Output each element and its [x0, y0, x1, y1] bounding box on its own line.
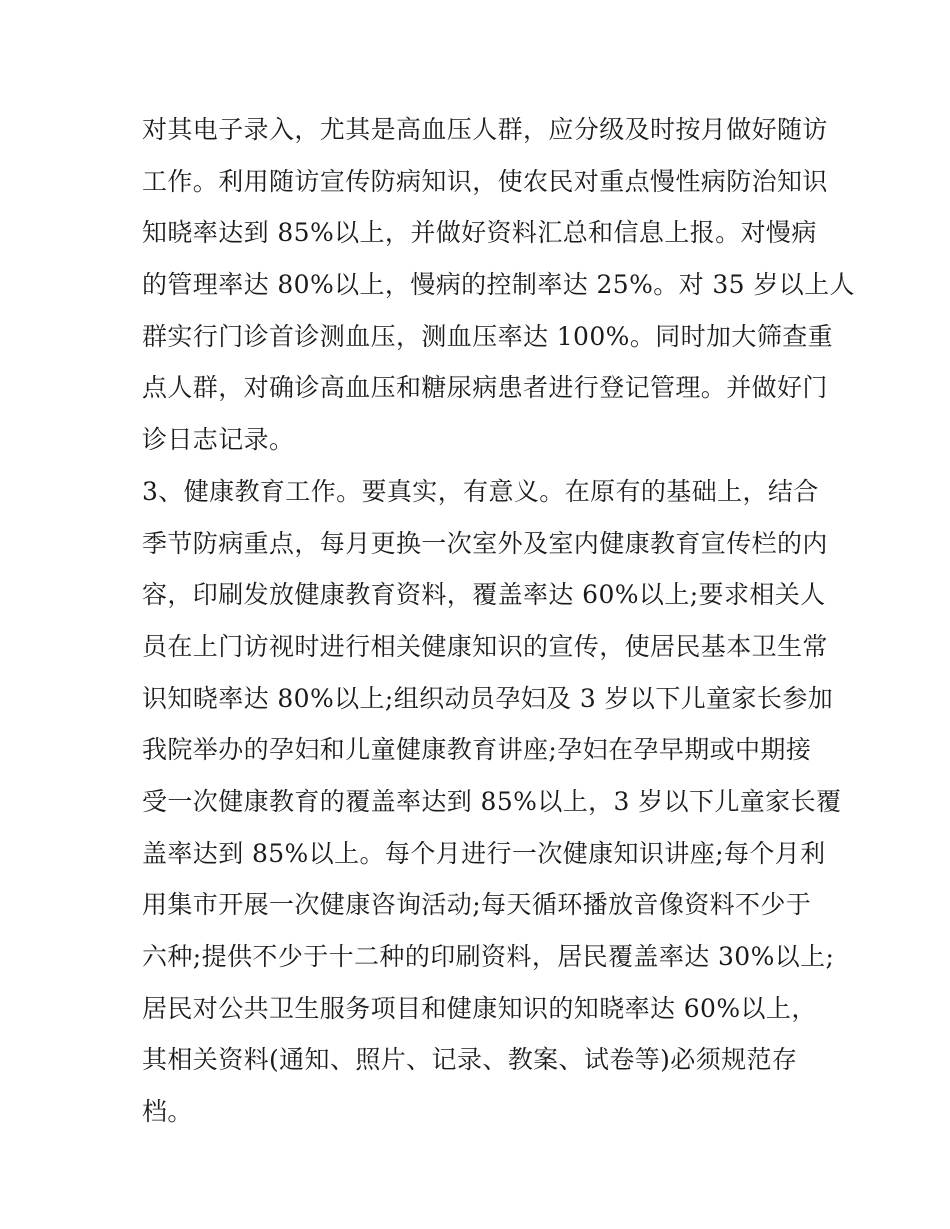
text-line: 知晓率达到 85%以上，并做好资料汇总和信息上报。对慢病 — [142, 218, 817, 248]
body-text — [142, 104, 855, 1138]
text-line: 员在上门访视时进行相关健康知识的宣传，使居民基本卫生常 — [142, 631, 828, 661]
text-line: 群实行门诊首诊测血压，测血压率达 100%。同时加大筛查重 — [142, 321, 834, 351]
text-line: 的管理率达 80%以上，慢病的控制率达 25%。对 35 岁以上人 — [142, 270, 855, 300]
text-line: 档。 — [142, 1097, 193, 1127]
text-line: 点人群，对确诊高血压和糖尿病患者进行登记管理。并做好门 — [142, 373, 828, 403]
text-line: 其相关资料(通知、照片、记录、教案、试卷等)必须规范存 — [142, 1045, 798, 1075]
text-line: 我院举办的孕妇和儿童健康教育讲座;孕妇在孕早期或中期接 — [142, 735, 812, 765]
text-line: 居民对公共卫生服务项目和健康知识的知晓率达 60%以上， — [142, 993, 817, 1023]
text-line: 对其电子录入，尤其是高血压人群，应分级及时按月做好随访 — [142, 115, 828, 144]
text-line: 六种;提供不少于十二种的印刷资料，居民覆盖率达 30%以上; — [142, 942, 835, 971]
text-line: 容，印刷发放健康教育资料，覆盖率达 60%以上;要求相关人 — [142, 580, 826, 610]
text-line: 识知晓率达 80%以上;组织动员孕妇及 3 岁以下儿童家长参加 — [142, 683, 834, 713]
text-line: 季节防病重点，每月更换一次室外及室内健康教育宣传栏的内 — [142, 528, 828, 558]
text-line: 3、健康教育工作。要真实，有意义。在原有的基础上，结合 — [142, 476, 819, 506]
text-line: 用集市开展一次健康咨询活动;每天循环播放音像资料不少于 — [142, 890, 812, 920]
text-line: 工作。利用随访宣传防病知识，使农民对重点慢性病防治知识 — [142, 166, 828, 196]
text-line: 诊日志记录。 — [142, 425, 295, 455]
text-line: 盖率达到 85%以上。每个月进行一次健康知识讲座;每个月利 — [142, 838, 826, 868]
text-line: 受一次健康教育的覆盖率达到 85%以上，3 岁以下儿童家长覆 — [142, 786, 842, 816]
